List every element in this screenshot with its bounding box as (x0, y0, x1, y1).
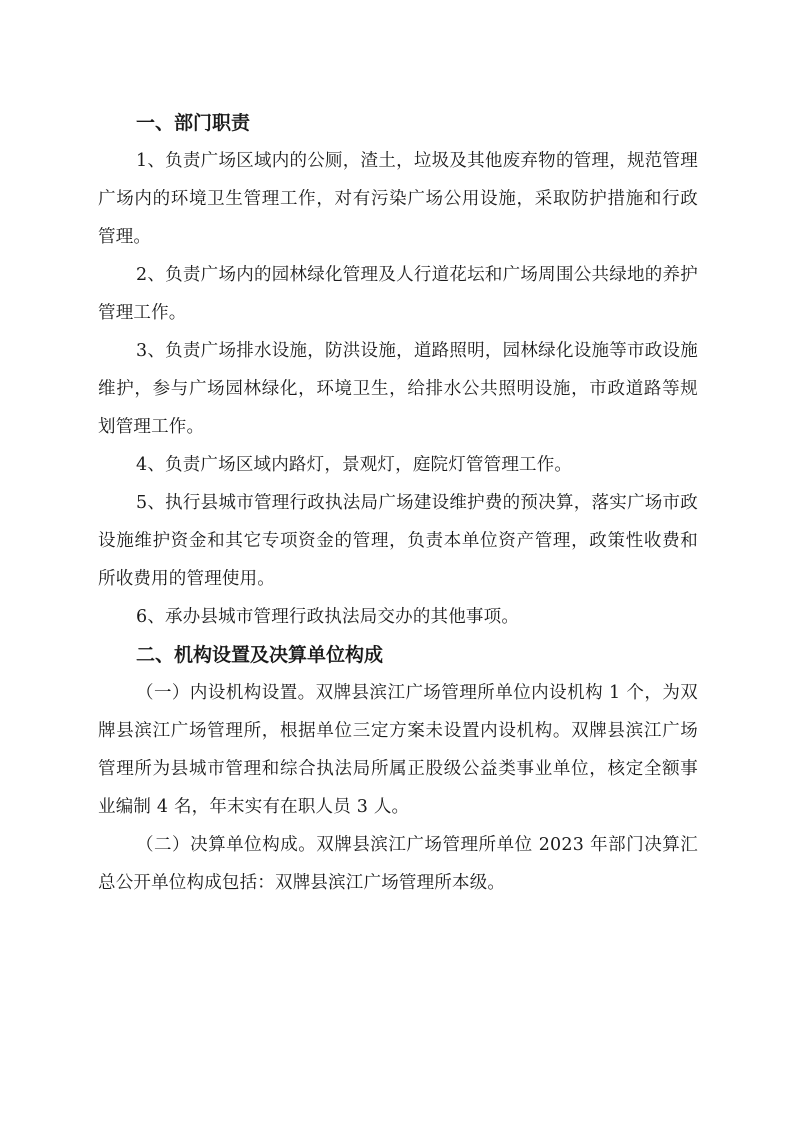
organization-internal-structure: （一）内设机构设置。双牌县滨江广场管理所单位内设机构 1 个，为双牌县滨江广场管理所，根据单位三定方案未设置内设机构。双牌县滨江广场管理所为县城市管理和综合执法局所属正股级公益类事业单位，核定全额事业编制 4 名，年末实有在职人员 3 人。 (98, 683, 698, 817)
duty-item-6: 6、承办县城市管理行政执法局交办的其他事项。 (136, 607, 520, 627)
duty-item-4: 4、负责广场区域内路灯，景观灯，庭院灯管管理工作。 (136, 455, 573, 475)
duty-item-1: 1、负责广场区域内的公厕，渣土，垃圾及其他废弃物的管理，规范管理广场内的环境卫生管理工作，对有污染广场公用设施，采取防护措施和行政管理。 (98, 151, 698, 247)
duty-item-5: 5、执行县城市管理行政执法局广场建设维护费的预决算，落实广场市政设施维护资金和其它专项资金的管理，负责本单位资产管理，政策性收费和所收费用的管理使用。 (98, 493, 698, 589)
duty-item-3: 3、负责广场排水设施，防洪设施，道路照明，园林绿化设施等市政设施维护，参与广场园林绿化，环境卫生，给排水公共照明设施，市政道路等规划管理工作。 (98, 341, 698, 437)
organization-final-accounts-unit: （二）决算单位构成。双牌县滨江广场管理所单位 2023 年部门决算汇总公开单位构成包括：双牌县滨江广场管理所本级。 (98, 835, 698, 893)
document-body (98, 104, 698, 902)
duty-item-2: 2、负责广场内的园林绿化管理及人行道花坛和广场周围公共绿地的养护管理工作。 (98, 265, 698, 323)
section-heading-organization: 二、机构设置及决算单位构成 (136, 644, 384, 666)
section-heading-duties: 一、部门职责 (136, 112, 251, 134)
